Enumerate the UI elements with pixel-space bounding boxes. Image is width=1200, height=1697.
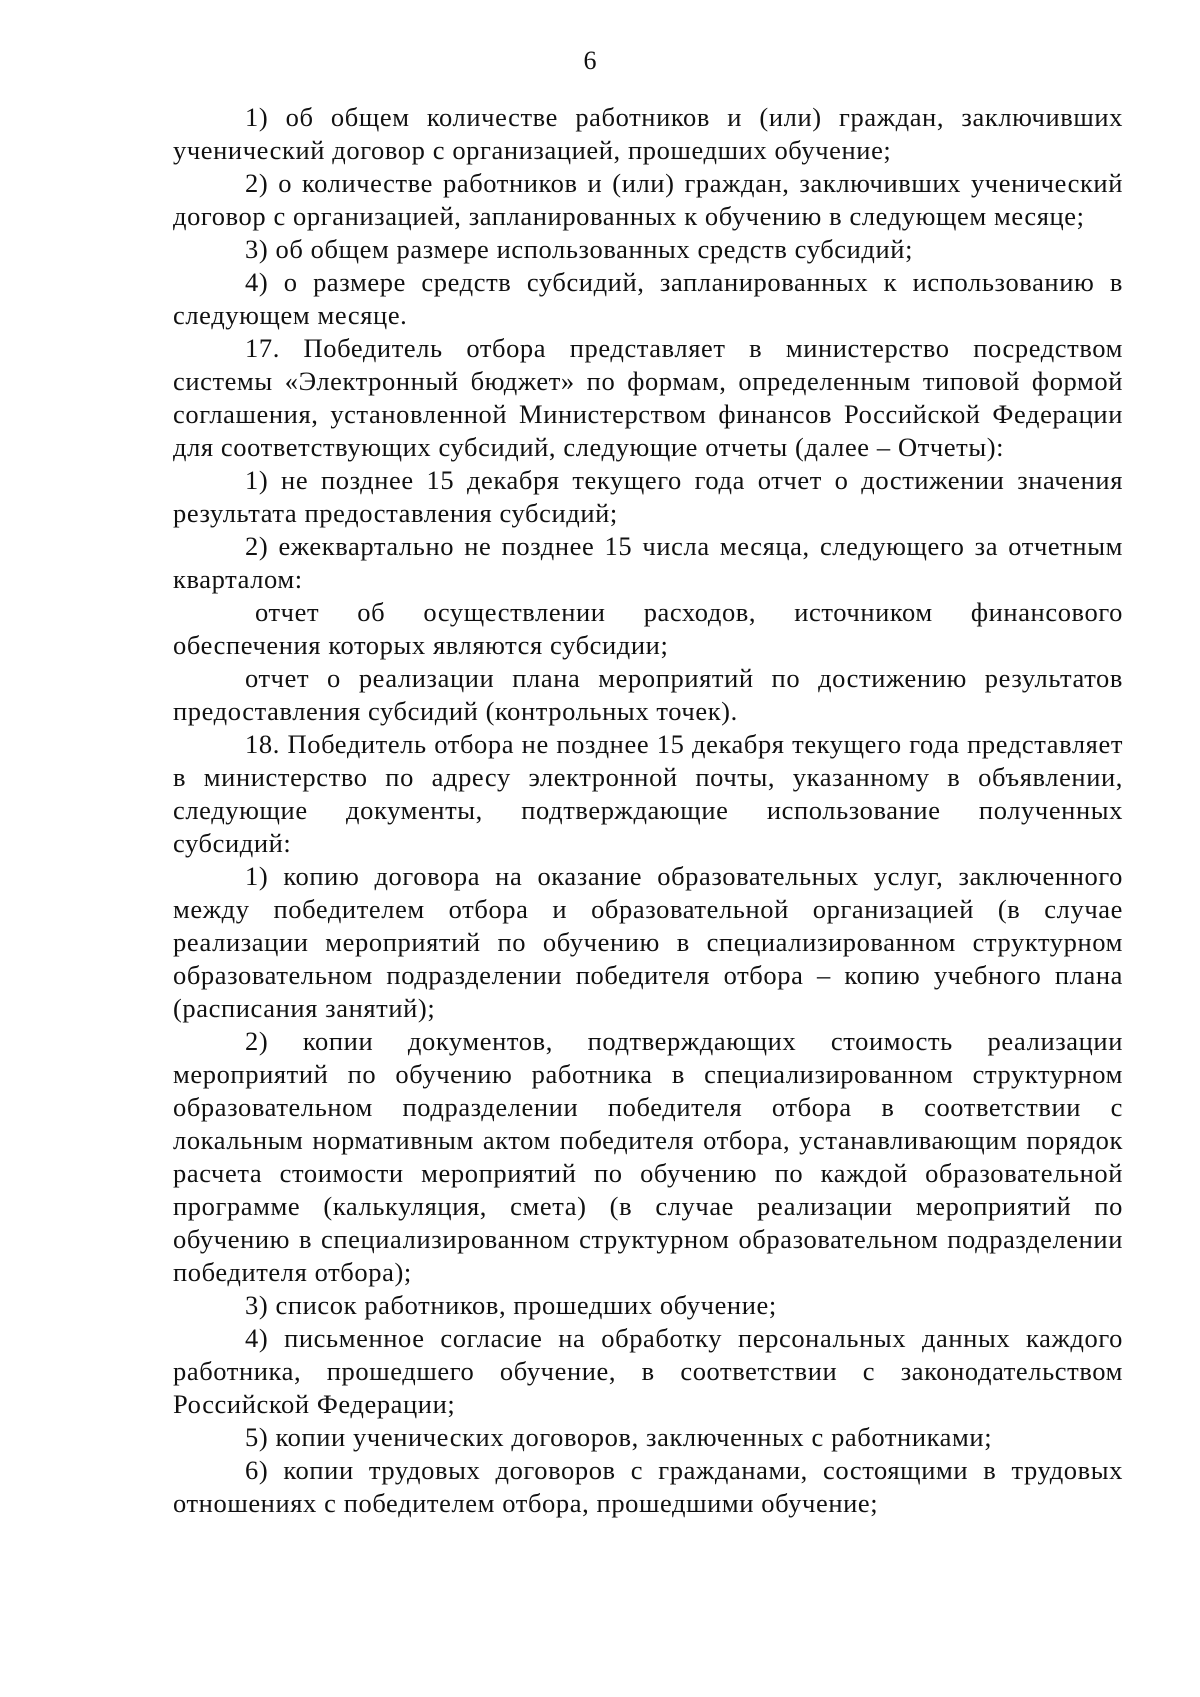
paragraph-clause-17-item-1: 1) не позднее 15 декабря текущего года отчет о достижении значения результата предоставления субсидий;	[173, 465, 1123, 528]
paragraph-clause-18-item-1: 1) копию договора на оказание образовательных услуг, заключенного между победителем отбора и образовательной организацией (в случае реализации мероприятий по обучению в специализированном структурном образовательном подразделении победителя отбора – копию учебного плана (расписания занятий);	[173, 861, 1123, 1023]
paragraph-item-3-used-subsidies: 3) об общем размере использованных средств субсидий;	[245, 234, 914, 264]
paragraph-clause-17-item-2: 2) ежеквартально не позднее 15 числа месяца, следующего за отчетным кварталом:	[173, 531, 1123, 594]
document-body	[173, 101, 1123, 1520]
paragraph-item-2-planned-training: 2) о количестве работников и (или) граждан, заключивших ученический договор с организацией, запланированных к обучению в следующем месяце;	[173, 168, 1123, 231]
paragraph-clause-18: 18. Победитель отбора не позднее 15 декабря текущего года представляет в министерство по адресу электронной почты, указанному в объявлении, следующие документы, подтверждающие использование полученных субсидий:	[173, 729, 1123, 858]
paragraph-item-1-total-trained: 1) об общем количестве работников и (или) граждан, заключивших ученический договор с организацией, прошедших обучение;	[173, 102, 1123, 165]
paragraph-clause-18-item-3: 3) список работников, прошедших обучение;	[245, 1290, 777, 1320]
paragraph-clause-18-item-2: 2) копии документов, подтверждающих стоимость реализации мероприятий по обучению работника в специализированном структурном образовательном подразделении победителя отбора в соответствии с локальным нормативным актом победителя отбора, устанавливающим порядок расчета стоимости мероприятий по обучению по каждой образовательной программе (калькуляция, смета) (в случае реализации мероприятий по обучению в специализированном структурном образовательном подразделении победителя отбора);	[173, 1026, 1123, 1287]
paragraph-clause-18-item-5: 5) копии ученических договоров, заключенных с работниками;	[245, 1422, 993, 1452]
paragraph-clause-18-item-4: 4) письменное согласие на обработку персональных данных каждого работника, прошедшего обучение, в соответствии с законодательством Российской Федерации;	[173, 1323, 1123, 1419]
paragraph-clause-18-item-6: 6) копии трудовых договоров с гражданами, состоящими в трудовых отношениях с победителем отбора, прошедшими обучение;	[173, 1455, 1123, 1518]
paragraph-clause-17: 17. Победитель отбора представляет в министерство посредством системы «Электронный бюджет» по формам, определенным типовой формой соглашения, установленной Министерством финансов Российской Федерации для соответствующих субсидий, следующие отчеты (далее – Отчеты):	[173, 333, 1123, 462]
paragraph-expense-report: отчет об осуществлении расходов, источником финансового обеспечения которых являются субсидии;	[173, 597, 1123, 660]
paragraph-item-4-planned-subsidies: 4) о размере средств субсидий, запланированных к использованию в следующем месяце.	[173, 267, 1123, 330]
page-number: 6	[583, 46, 597, 75]
paragraph-plan-report: отчет о реализации плана мероприятий по достижению результатов предоставления субсидий (контрольных точек).	[173, 663, 1123, 726]
